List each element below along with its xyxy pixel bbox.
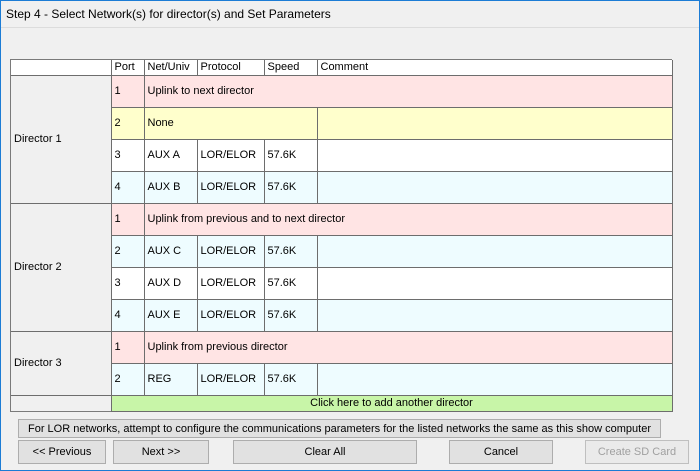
port-cell: 1 [111, 75, 144, 107]
port-cell: 3 [111, 139, 144, 171]
director-label: Director 1 [11, 75, 111, 203]
previous-button[interactable]: << Previous [18, 440, 106, 464]
net-univ-cell[interactable]: AUX B [144, 171, 197, 203]
protocol-cell[interactable]: LOR/ELOR [197, 171, 264, 203]
port-cell: 4 [111, 299, 144, 331]
port-cell: 4 [111, 171, 144, 203]
add-director-row [11, 395, 672, 411]
speed-cell[interactable]: 57.6K [264, 139, 317, 171]
director-grid[interactable] [10, 59, 672, 412]
clear-all-button[interactable]: Clear All [233, 440, 417, 464]
comment-cell[interactable] [317, 235, 672, 267]
comment-cell[interactable] [317, 363, 672, 395]
director-label: Director 2 [11, 203, 111, 331]
port-cell: 1 [111, 203, 144, 235]
corner-header [11, 60, 111, 75]
add-director-button[interactable]: Click here to add another director [111, 395, 672, 411]
speed-cell[interactable]: 57.6K [264, 363, 317, 395]
speed-header: Speed [264, 60, 317, 75]
port-cell: 2 [111, 235, 144, 267]
net-univ-cell[interactable]: REG [144, 363, 197, 395]
table-row [11, 203, 672, 235]
table-row [11, 171, 672, 203]
table-row [11, 139, 672, 171]
net-univ-cell[interactable]: AUX C [144, 235, 197, 267]
configure-networks-button[interactable]: For LOR networks, attempt to configure the communications parameters for the listed networks the same as this show computer [18, 419, 661, 438]
uplink-cell[interactable]: Uplink to next director [144, 75, 672, 107]
comment-header: Comment [317, 60, 672, 75]
uplink-cell[interactable]: Uplink from previous director [144, 331, 672, 363]
protocol-header: Protocol [197, 60, 264, 75]
table-row [11, 363, 672, 395]
port-header: Port [111, 60, 144, 75]
port-cell: 2 [111, 363, 144, 395]
table-row [11, 331, 672, 363]
network-none-cell[interactable]: None [144, 107, 317, 139]
comment-cell[interactable] [317, 139, 672, 171]
protocol-cell[interactable]: LOR/ELOR [197, 139, 264, 171]
next-button[interactable]: Next >> [113, 440, 209, 464]
speed-cell[interactable]: 57.6K [264, 299, 317, 331]
net-univ-cell[interactable]: AUX E [144, 299, 197, 331]
net-univ-cell[interactable]: AUX A [144, 139, 197, 171]
header-row [11, 60, 672, 75]
port-cell: 1 [111, 331, 144, 363]
table-row [11, 107, 672, 139]
window-title: Step 4 - Select Network(s) for director(s) and Set Parameters [6, 7, 331, 21]
speed-cell[interactable]: 57.6K [264, 267, 317, 299]
table-row [11, 299, 672, 331]
comment-cell[interactable] [317, 267, 672, 299]
protocol-cell[interactable]: LOR/ELOR [197, 267, 264, 299]
title-divider [1, 27, 699, 28]
network-table [11, 60, 673, 412]
table-row [11, 267, 672, 299]
director-label: Director 3 [11, 331, 111, 395]
speed-cell[interactable]: 57.6K [264, 171, 317, 203]
table-row [11, 75, 672, 107]
net-univ-header: Net/Univ [144, 60, 197, 75]
port-cell: 3 [111, 267, 144, 299]
speed-cell[interactable]: 57.6K [264, 235, 317, 267]
port-cell: 2 [111, 107, 144, 139]
protocol-cell[interactable]: LOR/ELOR [197, 235, 264, 267]
comment-cell[interactable] [317, 171, 672, 203]
uplink-cell[interactable]: Uplink from previous and to next director [144, 203, 672, 235]
create-sd-card-button[interactable]: Create SD Card [585, 440, 689, 464]
comment-cell[interactable] [317, 299, 672, 331]
protocol-cell[interactable]: LOR/ELOR [197, 299, 264, 331]
net-univ-cell[interactable]: AUX D [144, 267, 197, 299]
protocol-cell[interactable]: LOR/ELOR [197, 363, 264, 395]
add-row-spacer [11, 395, 111, 411]
comment-cell[interactable] [317, 107, 672, 139]
table-row [11, 235, 672, 267]
cancel-button[interactable]: Cancel [449, 440, 553, 464]
